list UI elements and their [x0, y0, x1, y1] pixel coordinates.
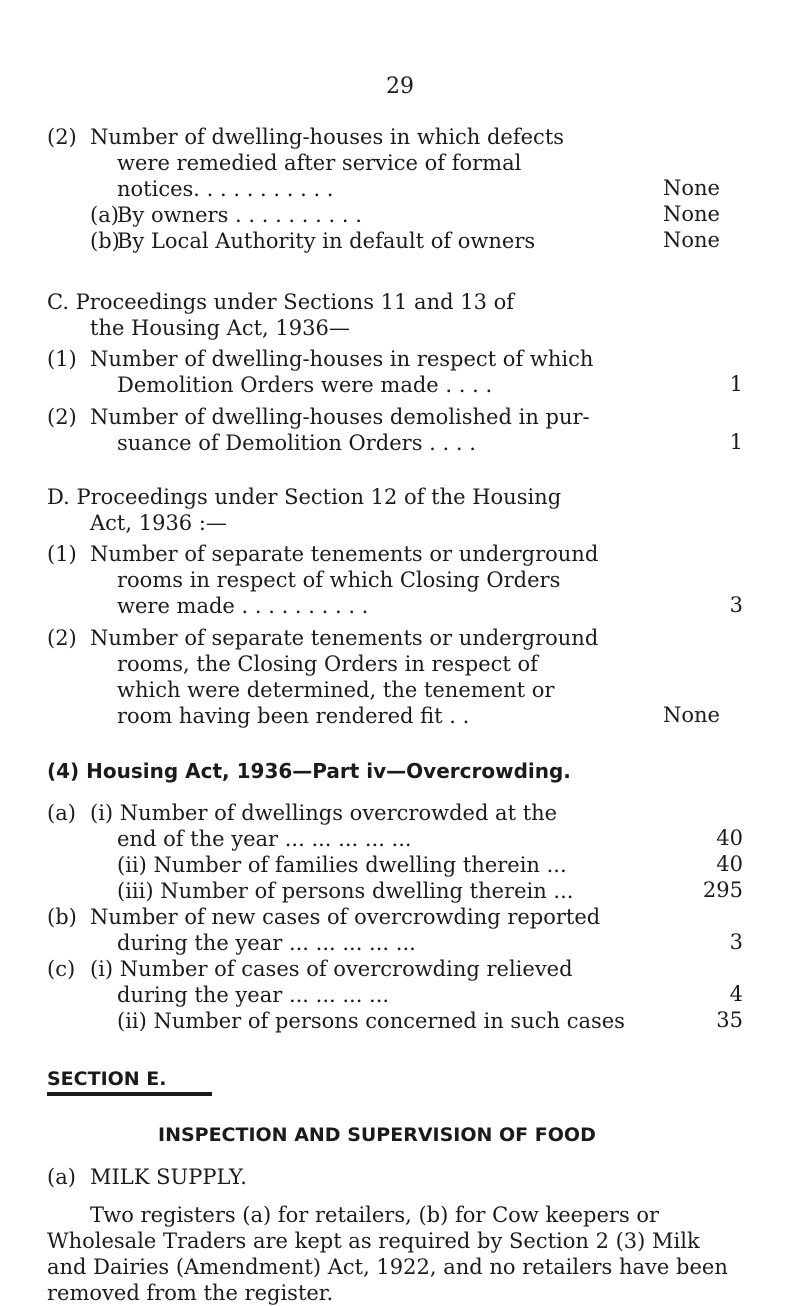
item-marker: (2) — [47, 626, 77, 650]
defects-line-3: notices. . . . . . . . . . . — [117, 177, 334, 201]
cases-relieved-value: 4 — [729, 982, 743, 1006]
page-number: 29 — [386, 74, 414, 99]
defects-value: None — [663, 176, 720, 200]
new-cases-line-2: during the year ... ... ... ... ... — [117, 931, 416, 955]
persons-dwelling-text: (iii) Number of persons dwelling therein ... — [117, 879, 574, 903]
demolition-orders-value: 1 — [729, 372, 743, 396]
milk-paragraph-line-1: Two registers (a) for retailers, (b) for Cow keepers or — [90, 1203, 660, 1227]
by-local-authority-text: By Local Authority in default of owners — [117, 229, 536, 253]
houses-demolished-line-1: Number of dwelling-houses demolished in pur- — [90, 405, 590, 429]
families-dwelling-value: 40 — [716, 852, 743, 876]
item-marker: (2) — [47, 125, 77, 149]
demolition-orders-line-2: Demolition Orders were made . . . . — [117, 373, 493, 397]
dwellings-overcrowded-value: 40 — [716, 826, 743, 850]
demolition-orders-line-1: Number of dwelling-houses in respect of which — [90, 347, 594, 371]
families-dwelling-text: (ii) Number of families dwelling therein ... — [117, 853, 567, 877]
section-e-heading: SECTION E. — [47, 1068, 167, 1090]
closing-orders-line-1: Number of separate tenements or underground — [90, 542, 599, 566]
milk-supply-marker: (a) — [47, 1165, 76, 1189]
houses-demolished-line-2: suance of Demolition Orders . . . . — [117, 431, 476, 455]
persons-dwelling-value: 295 — [702, 878, 743, 902]
section-c-heading: C. Proceedings under Sections 11 and 13 of — [47, 290, 515, 314]
milk-paragraph-line-4: removed from the register. — [47, 1281, 334, 1305]
closing-orders-value: 3 — [729, 593, 743, 617]
item-marker-c: (c) — [47, 957, 76, 981]
item-marker-a: (a) — [47, 801, 76, 825]
orders-determined-line-3: which were determined, the tenement or — [117, 678, 555, 702]
dwellings-overcrowded-line-1: (i) Number of dwellings overcrowded at the — [90, 801, 558, 825]
item-marker-a: (a) — [90, 203, 119, 227]
new-cases-value: 3 — [729, 930, 743, 954]
item-marker-b: (b) — [90, 229, 120, 253]
orders-determined-line-2: rooms, the Closing Orders in respect of — [117, 652, 538, 676]
item-marker: (1) — [47, 542, 77, 566]
milk-supply-heading: MILK SUPPLY. — [90, 1165, 247, 1189]
closing-orders-line-2: rooms in respect of which Closing Orders — [117, 568, 561, 592]
milk-paragraph-line-2: Wholesale Traders are kept as required by Section 2 (3) Milk — [47, 1229, 700, 1253]
cases-relieved-line-1: (i) Number of cases of overcrowding relieved — [90, 957, 573, 981]
by-owners-text: By owners . . . . . . . . . . — [117, 203, 362, 227]
by-local-authority-value: None — [663, 228, 720, 252]
item-marker: (2) — [47, 405, 77, 429]
by-owners-value: None — [663, 202, 720, 226]
section-e-title: INSPECTION AND SUPERVISION OF FOOD — [158, 1124, 596, 1146]
section-d-heading: D. Proceedings under Section 12 of the Housing — [47, 485, 562, 509]
new-cases-line-1: Number of new cases of overcrowding reported — [90, 905, 601, 929]
defects-line-2: were remedied after service of formal — [117, 151, 522, 175]
closing-orders-line-3: were made . . . . . . . . . . — [117, 594, 369, 618]
houses-demolished-value: 1 — [729, 430, 743, 454]
milk-paragraph-line-3: and Dairies (Amendment) Act, 1922, and no retailers have been — [47, 1255, 728, 1279]
dwellings-overcrowded-line-2: end of the year ... ... ... ... ... — [117, 827, 412, 851]
defects-line-1: Number of dwelling-houses in which defects — [90, 125, 565, 149]
item-marker: (1) — [47, 347, 77, 371]
persons-concerned-text: (ii) Number of persons concerned in such cases — [117, 1009, 625, 1033]
section-e-underline — [47, 1092, 212, 1096]
item-marker-b: (b) — [47, 905, 77, 929]
orders-determined-value: None — [663, 703, 720, 727]
orders-determined-line-4: room having been rendered fit . . — [117, 704, 470, 728]
orders-determined-line-1: Number of separate tenements or underground — [90, 626, 599, 650]
persons-concerned-value: 35 — [716, 1008, 743, 1032]
overcrowding-heading: (4) Housing Act, 1936—Part iv—Overcrowding. — [47, 759, 571, 783]
cases-relieved-line-2: during the year ... ... ... ... — [117, 983, 390, 1007]
section-c-heading-cont: the Housing Act, 1936— — [90, 316, 350, 340]
section-d-heading-cont: Act, 1936 :— — [90, 511, 227, 535]
